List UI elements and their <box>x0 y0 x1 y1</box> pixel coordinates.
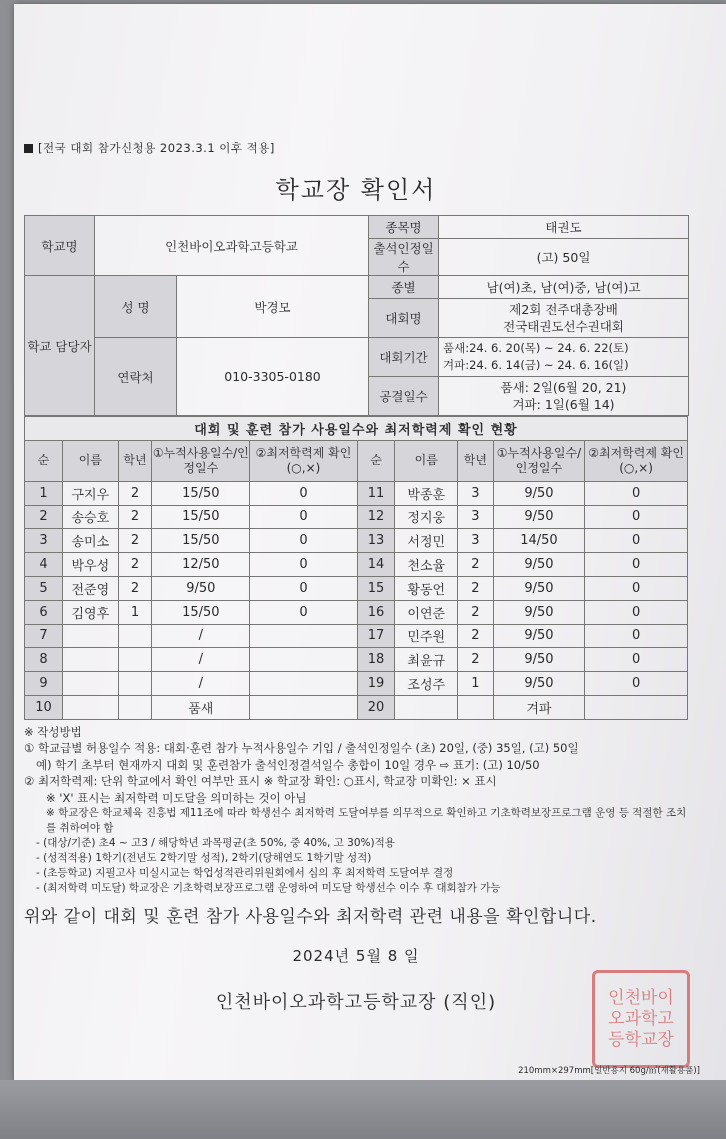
cell-days: / <box>152 672 250 696</box>
cell-check: 0 <box>250 553 357 577</box>
cell-grade: 3 <box>457 529 493 553</box>
certificate-document <box>24 140 688 1014</box>
table-row <box>25 481 688 505</box>
table-row <box>25 624 688 648</box>
absence-line-2: 겨파: 1일(6월 14) <box>512 397 615 412</box>
cell-grade: 2 <box>457 648 493 672</box>
cell-check: 0 <box>585 672 688 696</box>
cell-check <box>585 695 688 719</box>
cell-grade: 2 <box>118 553 151 577</box>
attend-label: 출석인정일수 <box>369 239 439 276</box>
col-grade-right: 학년 <box>457 440 493 481</box>
cell-check: 0 <box>585 624 688 648</box>
cell-name: 송미소 <box>62 529 118 553</box>
cell-check: 0 <box>585 600 688 624</box>
note-2-f: - (최저학력 미도달) 학교장은 기초학력보장프로그램 운영하여 미도달 학생선수 이수 후 대회참가 가능 <box>36 882 501 895</box>
section-title: 대회 및 훈련 참가 사용일수와 최저학력제 확인 현황 <box>25 417 688 441</box>
period-label: 대회기간 <box>369 338 439 377</box>
cell-grade: 2 <box>457 600 493 624</box>
cell-check <box>250 624 357 648</box>
cell-days: 품새 <box>152 695 250 719</box>
cell-name: 전준영 <box>62 576 118 600</box>
cell-check <box>250 648 357 672</box>
note-2-d: - (성적적용) 1학기(전년도 2학기말 성적), 2학기(당해연도 1학기말 성적) <box>36 852 372 865</box>
table-row <box>25 505 688 529</box>
cell-days: 14/50 <box>493 529 585 553</box>
cell-check: 0 <box>585 529 688 553</box>
cell-name: 이연준 <box>395 600 458 624</box>
school-info-table <box>24 215 689 416</box>
cell-grade: 1 <box>457 672 493 696</box>
competition-value <box>439 299 689 338</box>
table-row <box>25 576 688 600</box>
paper-spec: 210mm×297mm[일반용지 60g/㎡(재활용품)] <box>518 1066 700 1076</box>
header-note-text: [전국 대회 참가신청용 2023.3.1 이후 적용] <box>38 141 275 155</box>
cell-days: 겨파 <box>493 695 585 719</box>
name-value: 박경모 <box>177 276 369 338</box>
cell-name <box>395 695 458 719</box>
cell-days: / <box>152 648 250 672</box>
cell-no: 19 <box>357 672 395 696</box>
cell-grade: 2 <box>118 505 151 529</box>
attend-value: (고) 50일 <box>439 239 689 276</box>
manager-label: 학교 담당자 <box>25 276 95 416</box>
cell-no: 11 <box>357 481 395 505</box>
cell-days: 15/50 <box>152 600 250 624</box>
cell-name: 천소율 <box>395 553 458 577</box>
period-line-2: 겨파:24. 6. 14(금) ~ 24. 6. 16(일) <box>443 358 629 372</box>
desk-background <box>0 1080 726 1139</box>
cell-grade: 2 <box>457 553 493 577</box>
cell-no: 10 <box>25 695 63 719</box>
period-line-1: 품새:24. 6. 20(목) ~ 24. 6. 22(토) <box>443 341 629 355</box>
cell-grade <box>118 624 151 648</box>
cell-days: 12/50 <box>152 553 250 577</box>
cell-name <box>62 624 118 648</box>
table-row <box>25 600 688 624</box>
table-row <box>25 695 688 719</box>
note-2-a: ※ 'X' 표시는 최저학력 미도달을 의미하는 것이 아님 <box>46 790 307 805</box>
cell-check: 0 <box>250 600 357 624</box>
cell-no: 7 <box>25 624 63 648</box>
cell-no: 12 <box>357 505 395 529</box>
cell-days: 9/50 <box>493 505 585 529</box>
cell-grade: 3 <box>457 481 493 505</box>
contact-value: 010-3305-0180 <box>177 338 369 416</box>
cell-name: 황동언 <box>395 576 458 600</box>
col-name: 이름 <box>62 440 118 481</box>
cell-no: 3 <box>25 529 63 553</box>
issue-date: 2024년 5월 8 일 <box>292 947 420 966</box>
table-row <box>25 553 688 577</box>
category-label: 종별 <box>369 276 439 299</box>
cell-days: 9/50 <box>493 481 585 505</box>
cell-days: 9/50 <box>152 576 250 600</box>
notes-heading: ※ 작성방법 <box>24 724 82 739</box>
cell-days: 9/50 <box>493 553 585 577</box>
table-row <box>25 672 688 696</box>
header-note <box>24 140 688 156</box>
cell-name: 박종훈 <box>395 481 458 505</box>
cell-name: 서정민 <box>395 529 458 553</box>
cell-name <box>62 695 118 719</box>
cell-no: 4 <box>25 553 63 577</box>
cell-check: 0 <box>250 481 357 505</box>
cell-days: 15/50 <box>152 481 250 505</box>
cell-no: 2 <box>25 505 63 529</box>
cell-check: 0 <box>250 505 357 529</box>
cell-no: 9 <box>25 672 63 696</box>
event-value: 태권도 <box>439 216 689 239</box>
col-days: ①누적사용일수/인정일수 <box>152 440 250 481</box>
cell-days: / <box>152 624 250 648</box>
note-2-b: ※ 학교장은 학교체육 진흥법 제11조에 따라 학생선수 최저학력 도달여부를 의무적으로 확인하고 기초학력보장프로그램 운영 등 적절한 조치를 취하여야 함 <box>46 807 687 835</box>
period-value <box>439 338 689 377</box>
competition-line-1: 제2회 전주대총장배 <box>509 302 618 317</box>
cell-name <box>62 648 118 672</box>
official-seal-stamp: 인천바이 오과학고 등학교장 <box>592 970 690 1068</box>
cell-check: 0 <box>585 648 688 672</box>
signer-name: 인천바이오과학고등학교장 <box>215 992 437 1014</box>
cell-grade: 3 <box>457 505 493 529</box>
table-row <box>25 529 688 553</box>
col-check: ②최저학력제 확인(○,×) <box>250 440 357 481</box>
cell-check: 0 <box>585 553 688 577</box>
cell-days: 15/50 <box>152 529 250 553</box>
cell-grade <box>457 695 493 719</box>
competition-line-2: 전국태권도선수권대회 <box>503 319 624 334</box>
cell-no: 14 <box>357 553 395 577</box>
absence-label: 공결일수 <box>369 377 439 416</box>
cell-check: 0 <box>585 505 688 529</box>
school-name: 인천바이오과학고등학교 <box>95 216 369 276</box>
cell-no: 8 <box>25 648 63 672</box>
cell-no: 20 <box>357 695 395 719</box>
note-1-example: 예) 학기 초부터 현재까지 대회 및 훈련참가 출석인정결석일수 총합이 10일 경우 ⇨ 표기: (고) 10/50 <box>36 757 540 772</box>
cell-grade: 2 <box>457 576 493 600</box>
cell-days: 9/50 <box>493 624 585 648</box>
confirm-statement: 위와 같이 대회 및 훈련 참가 사용일수와 최저학력 관련 내용을 확인합니다. <box>24 907 597 928</box>
event-label: 종목명 <box>369 216 439 239</box>
note-1: ① 학교급별 허용일수 적용: 대회·훈련 참가 누적사용일수 기입 / 출석인정일수 (초) 20일, (중) 35일, (고) 50일 <box>24 741 579 756</box>
col-no: 순 <box>25 440 63 481</box>
col-grade: 학년 <box>118 440 151 481</box>
category-value: 남(여)초, 남(여)중, 남(여)고 <box>439 276 689 299</box>
cell-grade: 1 <box>118 600 151 624</box>
cell-grade: 2 <box>457 624 493 648</box>
col-name-right: 이름 <box>395 440 458 481</box>
square-bullet-icon <box>24 144 33 153</box>
cell-grade: 2 <box>118 529 151 553</box>
note-2-e: - (초등학교) 지필고사 미실시교는 학업성적관리위원회에서 심의 후 최저학력 도달여부 결정 <box>36 867 454 880</box>
cell-check <box>250 695 357 719</box>
cell-check: 0 <box>585 576 688 600</box>
cell-check: 0 <box>250 529 357 553</box>
cell-days: 15/50 <box>152 505 250 529</box>
absence-line-1: 품새: 2일(6월 20, 21) <box>500 380 627 395</box>
participation-table <box>24 416 688 720</box>
col-no-right: 순 <box>357 440 395 481</box>
cell-grade <box>118 695 151 719</box>
cell-no: 18 <box>357 648 395 672</box>
cell-name: 민주원 <box>395 624 458 648</box>
cell-name: 박우성 <box>62 553 118 577</box>
cell-no: 15 <box>357 576 395 600</box>
note-2-c: - (대상/기준) 초4 ~ 고3 / 해당학년 과목평균(초 50%, 중 40%, 고 30%)적용 <box>36 837 395 850</box>
name-label: 성 명 <box>95 276 177 338</box>
col-check-right: ②최저학력제 확인(○,×) <box>585 440 688 481</box>
cell-no: 6 <box>25 600 63 624</box>
cell-name: 구지우 <box>62 481 118 505</box>
contact-label: 연락처 <box>95 338 177 416</box>
cell-days: 9/50 <box>493 576 585 600</box>
cell-days: 9/50 <box>493 648 585 672</box>
cell-days: 9/50 <box>493 600 585 624</box>
cell-days: 9/50 <box>493 672 585 696</box>
seal-mark-label: (직인) <box>443 992 497 1014</box>
cell-name: 송승호 <box>62 505 118 529</box>
col-days-right: ①누적사용일수/인정일수 <box>493 440 585 481</box>
cell-grade: 2 <box>118 481 151 505</box>
signer-line <box>24 988 688 1014</box>
cell-grade <box>118 672 151 696</box>
school-label: 학교명 <box>25 216 95 276</box>
document-title: 학교장 확인서 <box>275 176 437 204</box>
cell-name: 최윤규 <box>395 648 458 672</box>
cell-no: 16 <box>357 600 395 624</box>
cell-grade <box>118 648 151 672</box>
cell-no: 17 <box>357 624 395 648</box>
competition-label: 대회명 <box>369 299 439 338</box>
cell-check: 0 <box>250 576 357 600</box>
cell-check: 0 <box>585 481 688 505</box>
cell-name: 김영후 <box>62 600 118 624</box>
cell-no: 5 <box>25 576 63 600</box>
cell-grade: 2 <box>118 576 151 600</box>
cell-name: 정지웅 <box>395 505 458 529</box>
table-row <box>25 648 688 672</box>
notes-section <box>24 724 688 897</box>
participant-rows <box>25 481 688 719</box>
cell-no: 13 <box>357 529 395 553</box>
cell-no: 1 <box>25 481 63 505</box>
absence-value <box>439 377 689 416</box>
cell-name: 조성주 <box>395 672 458 696</box>
cell-check <box>250 672 357 696</box>
note-2: ② 최저학력제: 단위 학교에서 확인 여부만 표시 ※ 학교장 확인: ○표시, 학교장 미확인: × 표시 <box>24 774 497 789</box>
cell-name <box>62 672 118 696</box>
